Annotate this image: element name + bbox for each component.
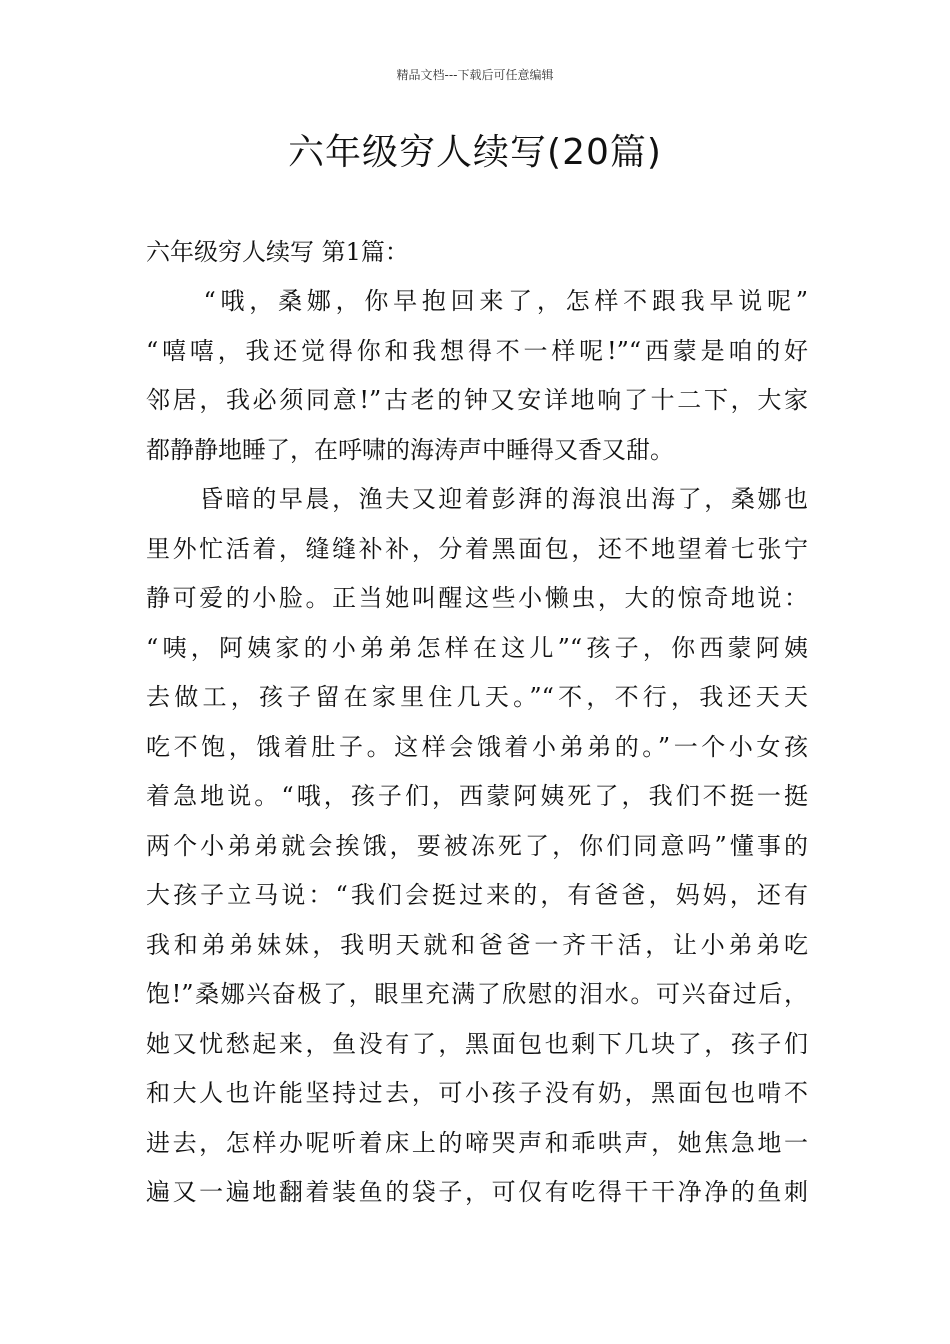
paragraph	[146, 280, 808, 478]
paragraph	[146, 478, 808, 1221]
text-line: “嘻嘻，我还觉得你和我想得不一样呢!”“西蒙是咱的好	[146, 336, 808, 365]
body-text	[146, 280, 808, 1221]
header-note: 精品文档---下载后可任意编辑	[396, 68, 554, 82]
text-line: 里外忙活着，缝缝补补，分着黑面包，还不地望着七张宁	[146, 534, 808, 563]
text-line: 她又忧愁起来，鱼没有了，黑面包也剩下几块了，孩子们	[146, 1029, 808, 1058]
text-line: 静可爱的小脸。正当她叫醒这些小懒虫，大的惊奇地说：	[146, 584, 808, 612]
section-heading: 六年级穷人续写 第1篇：	[146, 238, 409, 266]
text-line: 遍又一遍地翻着装鱼的袋子，可仅有吃得干干净净的鱼刺	[146, 1178, 808, 1206]
text-line: 昏暗的早晨，渔夫又迎着彭湃的海浪出海了，桑娜也	[146, 485, 808, 513]
text-line: 进去，怎样办呢听着床上的啼哭声和乖哄声，她焦急地一	[146, 1128, 808, 1157]
text-line: 吃不饱，饿着肚子。这样会饿着小弟弟的。”一个小女孩	[146, 732, 808, 761]
text-line: 我和弟弟妹妹，我明天就和爸爸一齐干活，让小弟弟吃	[146, 930, 808, 959]
text-line: 着急地说。“哦，孩子们，西蒙阿姨死了，我们不挺一挺	[146, 782, 808, 810]
text-line: 都静静地睡了，在呼啸的海涛声中睡得又香又甜。	[146, 435, 674, 464]
text-line: 和大人也许能坚持过去，可小孩子没有奶，黑面包也啃不	[146, 1079, 808, 1107]
text-line: 去做工，孩子留在家里住几天。”“不，不行，我还天天	[146, 683, 808, 711]
text-line: “咦，阿姨家的小弟弟怎样在这儿”“孩子，你西蒙阿姨	[146, 633, 808, 662]
text-line: 大孩子立马说：“我们会挺过来的，有爸爸，妈妈，还有	[146, 881, 808, 909]
text-line: 两个小弟弟就会挨饿，要被冻死了，你们同意吗”懂事的	[146, 831, 808, 860]
text-line: 饱!”桑娜兴奋极了，眼里充满了欣慰的泪水。可兴奋过后，	[146, 980, 808, 1008]
document-title: 六年级穷人续写(20篇)	[288, 132, 662, 173]
text-line: “哦，桑娜，你早抱回来了，怎样不跟我早说呢”	[146, 287, 808, 315]
text-line: 邻居，我必须同意!”古老的钟又安详地响了十二下，大家	[146, 386, 808, 414]
